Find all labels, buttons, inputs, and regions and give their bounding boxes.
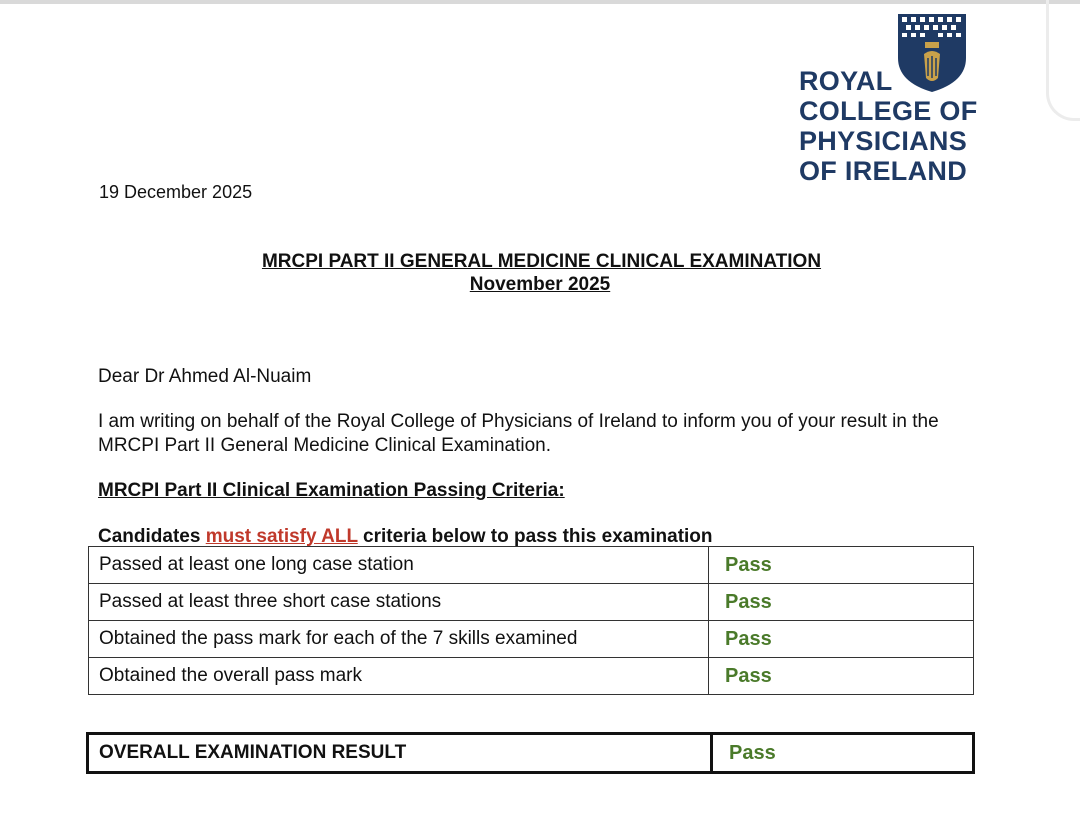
criterion-cell: Obtained the pass mark for each of the 7 skills examined: [89, 621, 709, 658]
criterion-cell: Passed at least one long case station: [89, 547, 709, 584]
college-name-line: OF IRELAND: [799, 156, 967, 186]
letter-title: [0, 250, 1080, 296]
criterion-cell: Passed at least three short case stations: [89, 584, 709, 621]
criteria-table: [88, 546, 974, 695]
title-line-2: November 2025: [469, 274, 611, 295]
college-name-line: COLLEGE OF: [799, 96, 978, 126]
table-row: [89, 658, 974, 695]
college-name-line: PHYSICIANS: [799, 126, 968, 156]
table-row: [88, 734, 974, 773]
table-row: [89, 547, 974, 584]
college-name: [799, 66, 978, 186]
overall-result-table: [86, 732, 975, 774]
criteria-heading: MRCPI Part II Clinical Examination Passing Criteria:: [98, 480, 565, 501]
screen-corner: [1046, 0, 1080, 121]
letter-date: 19 December 2025: [99, 182, 253, 202]
college-name-line: ROYAL: [799, 66, 893, 96]
overall-label: OVERALL EXAMINATION RESULT: [88, 734, 712, 773]
title-line-1: MRCPI PART II GENERAL MEDICINE CLINICAL EXAMINATION: [261, 251, 822, 272]
instruction-prefix: Candidates: [98, 526, 206, 547]
table-row: [89, 621, 974, 658]
criterion-cell: Obtained the overall pass mark: [89, 658, 709, 695]
result-cell: Pass: [709, 658, 974, 695]
table-row: [89, 584, 974, 621]
result-cell: Pass: [709, 584, 974, 621]
instruction-emphasis: must satisfy ALL: [205, 526, 358, 547]
salutation: Dear Dr Ahmed Al-Nuaim: [98, 366, 312, 387]
overall-result: Pass: [712, 734, 974, 773]
criteria-instruction: [98, 526, 713, 548]
result-cell: Pass: [709, 547, 974, 584]
top-border: [0, 0, 1080, 4]
letter-body: I am writing on behalf of the Royal College of Physicians of Ireland to inform you of your result in the MRCPI Part II General Medicine Clinical Examination.: [98, 411, 939, 456]
result-cell: Pass: [709, 621, 974, 658]
instruction-suffix: criteria below to pass this examination: [357, 526, 713, 547]
